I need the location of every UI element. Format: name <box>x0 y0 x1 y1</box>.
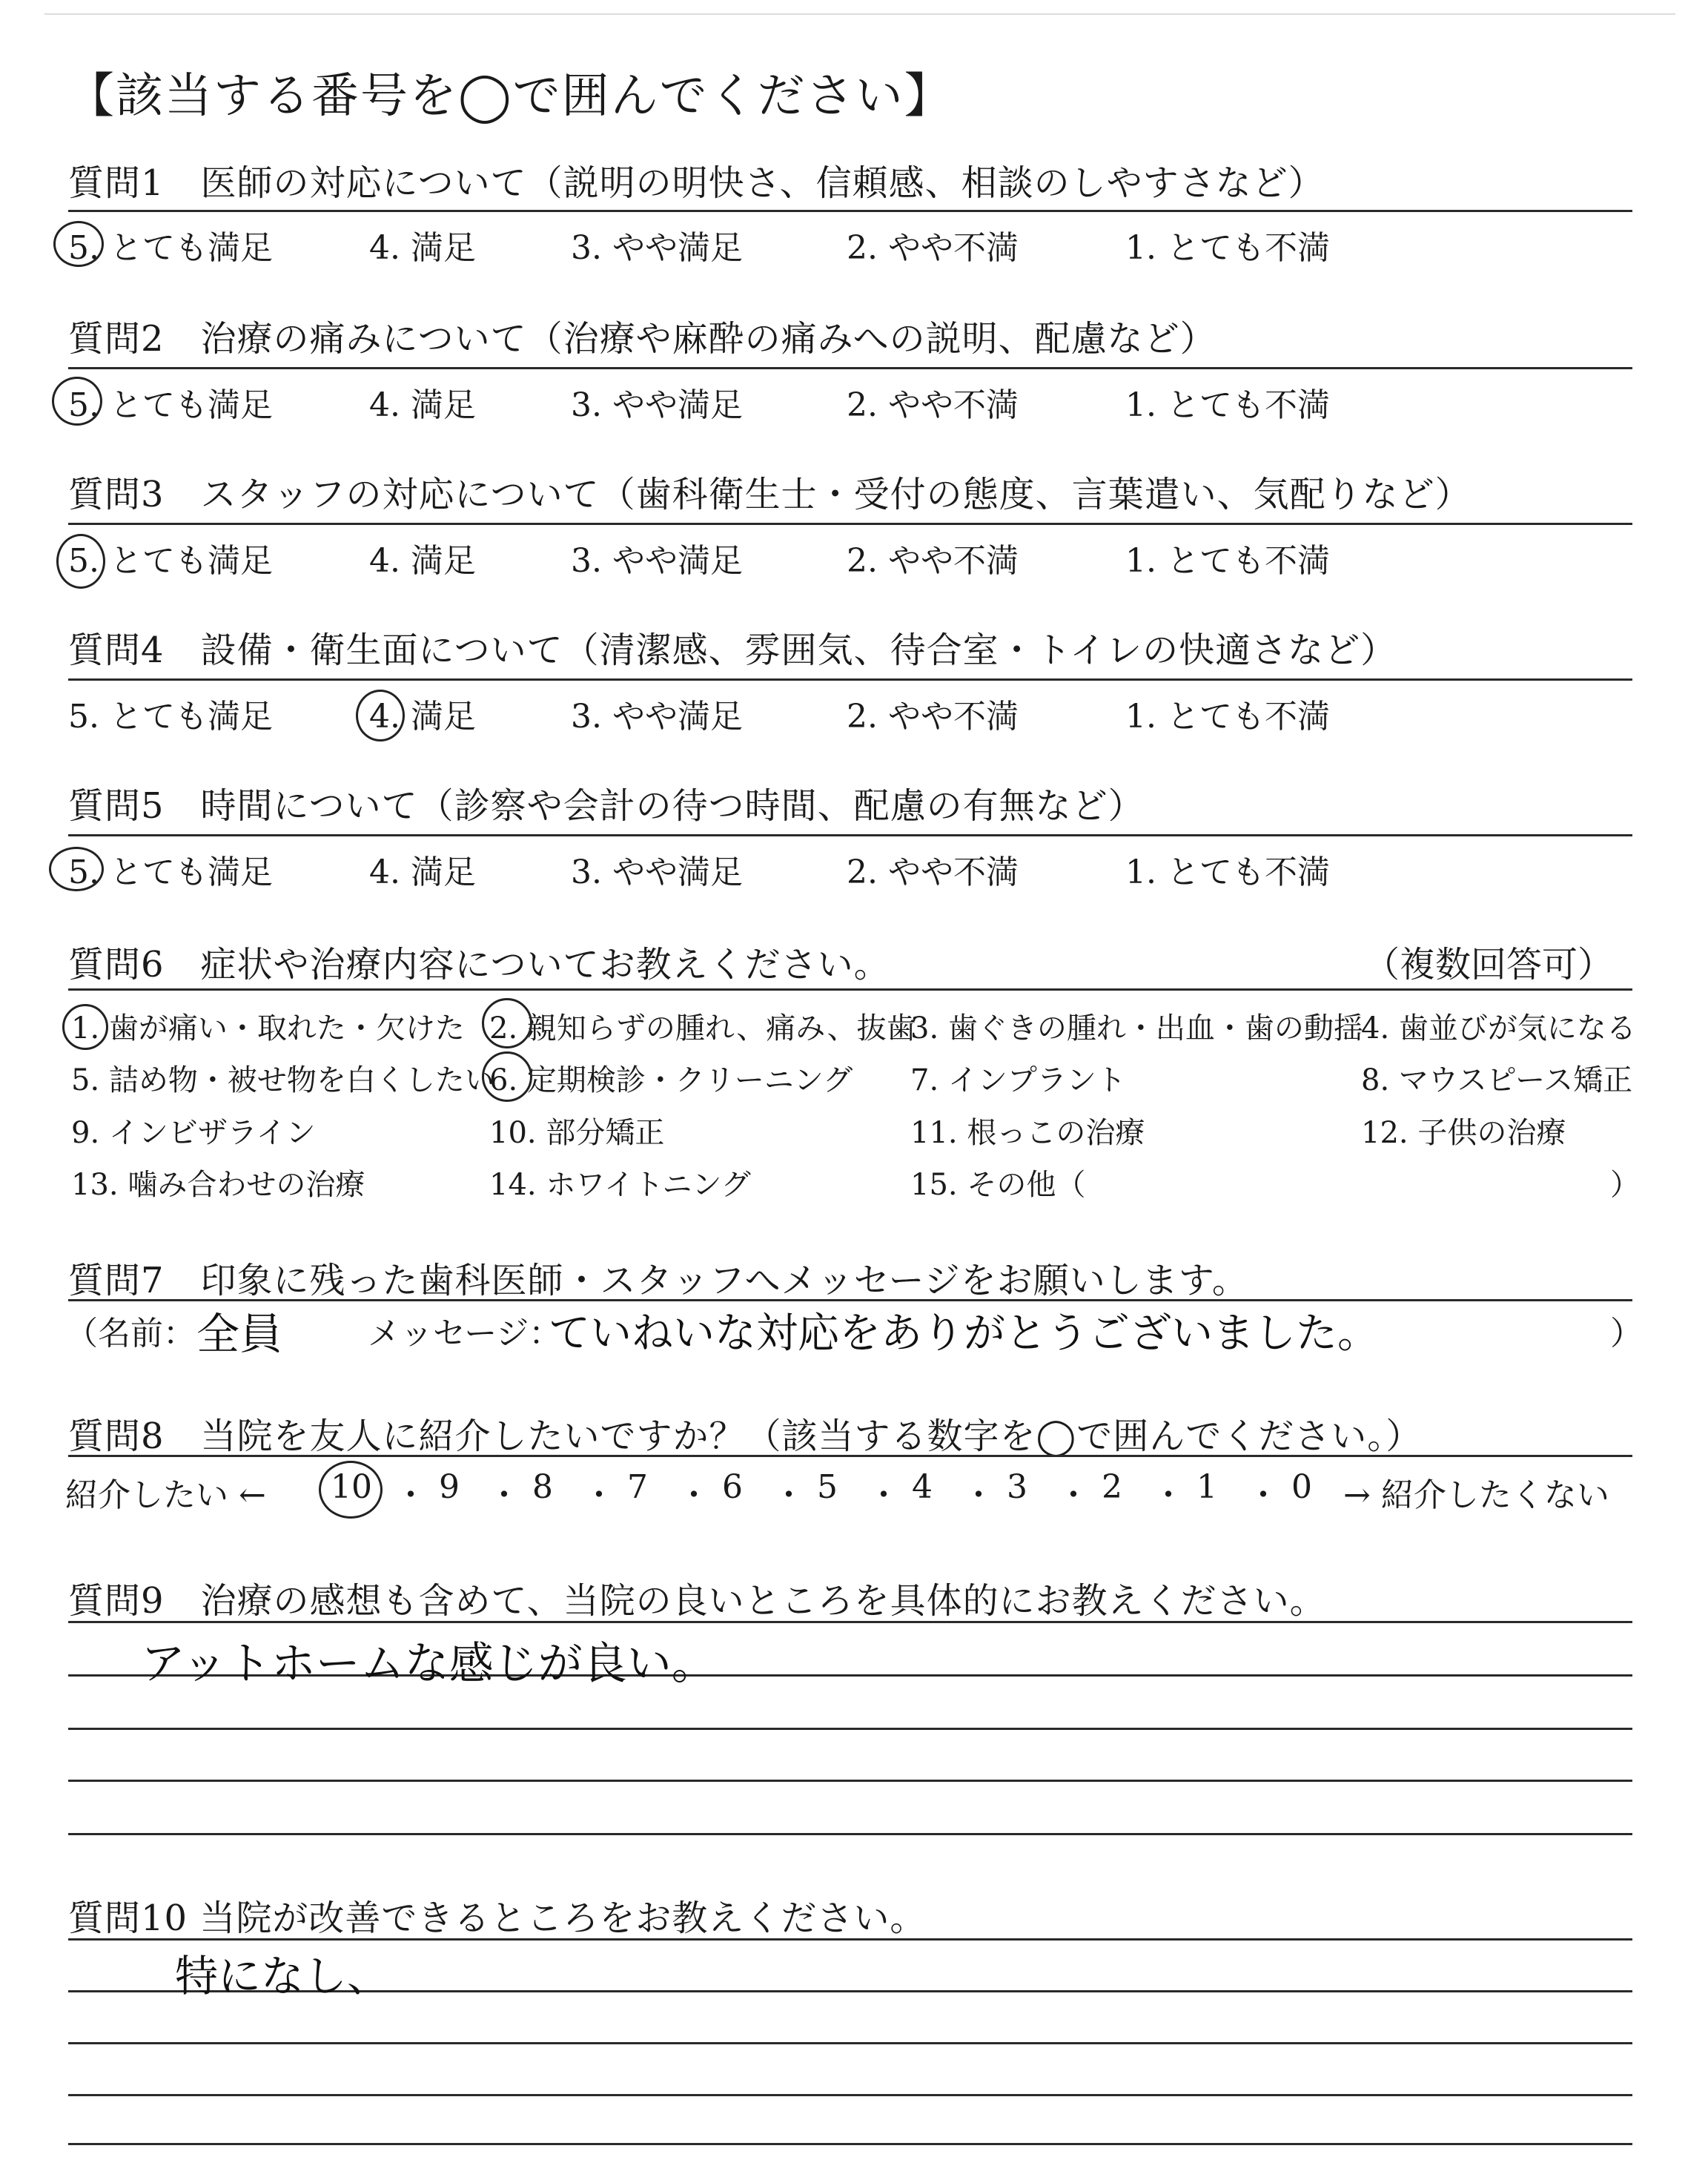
q2-option-4[interactable]: 4. 満足 <box>369 386 476 424</box>
question-4-rule <box>68 678 1632 681</box>
question-3-title: 質問3 スタッフの対応について（歯科衛生士・受付の態度、言葉遣い、気配りなど） <box>68 474 1472 515</box>
q6-option-11[interactable]: 11. 根っこの治療 <box>910 1116 1145 1150</box>
q4-option-4[interactable]: 4. 満足 <box>369 698 476 736</box>
q6-multiple-answer-note: （複数回答可） <box>1364 944 1614 985</box>
q2-option-5[interactable]: 5. とても満足 <box>68 386 273 424</box>
q9-answer-line <box>68 1833 1632 1835</box>
q8-scale-5[interactable]: 5 <box>817 1468 838 1506</box>
q3-option-1[interactable]: 1. とても不満 <box>1125 542 1330 580</box>
q8-dot: ・ <box>867 1476 900 1514</box>
q7-name-label: （名前： <box>65 1315 196 1353</box>
q8-scale-7[interactable]: 7 <box>627 1468 648 1506</box>
question-6-rule <box>68 988 1632 991</box>
q8-scale-6[interactable]: 6 <box>722 1468 743 1506</box>
q7-message-handwriting[interactable]: ていねいな対応をありがとうございました。 <box>549 1309 1379 1358</box>
q7-close-paren: ） <box>1610 1315 1643 1353</box>
q10-answer-line <box>68 1938 1632 1941</box>
q6-option-6[interactable]: 6. 定期検診・クリーニング <box>489 1063 853 1097</box>
q6-option-6-circle <box>482 1051 532 1102</box>
question-2-rule <box>68 367 1632 369</box>
q7-message-label: メッセージ： <box>368 1315 562 1353</box>
q4-option-2[interactable]: 2. やや不満 <box>847 698 1019 736</box>
instruction-header: 【該当する番号を◯で囲んでください】 <box>67 69 953 124</box>
question-1-title: 質問1 医師の対応について（説明の明快さ、信頼感、相談のしやすさなど） <box>68 162 1325 204</box>
q3-option-2[interactable]: 2. やや不満 <box>847 542 1019 580</box>
q8-dot: ・ <box>1152 1476 1185 1514</box>
q8-scale-1[interactable]: 1 <box>1196 1468 1217 1506</box>
q8-dot: ・ <box>772 1476 805 1514</box>
q8-scale-2[interactable]: 2 <box>1102 1468 1122 1506</box>
q6-option-10[interactable]: 10. 部分矯正 <box>489 1116 665 1150</box>
question-4-title: 質問4 設備・衛生面について（清潔感、雰囲気、待合室・トイレの快適さなど） <box>68 630 1397 671</box>
q8-dot: ・ <box>488 1476 520 1514</box>
q2-option-2[interactable]: 2. やや不満 <box>847 386 1019 424</box>
q5-selection-circle <box>49 847 104 891</box>
q10-answer-handwriting[interactable]: 特になし、 <box>175 1951 391 2001</box>
q5-option-1[interactable]: 1. とても不満 <box>1125 853 1330 891</box>
question-6-title: 質問6 症状や治療内容についてお教えください。 <box>68 944 890 985</box>
q10-answer-line <box>68 2143 1632 2145</box>
q6-option-14[interactable]: 14. ホワイトニング <box>489 1168 751 1202</box>
q8-dot: ・ <box>394 1476 427 1514</box>
question-8-title: 質問8 当院を友人に紹介したいですか？（該当する数字を◯で囲んでください。） <box>68 1416 1423 1457</box>
q6-option-13[interactable]: 13. 噛み合わせの治療 <box>71 1168 365 1202</box>
q8-dot: ・ <box>678 1476 710 1514</box>
q8-dot: ・ <box>962 1476 995 1514</box>
q6-option-8[interactable]: 8. マウスピース矯正 <box>1361 1063 1633 1097</box>
q1-option-3[interactable]: 3. やや満足 <box>571 229 743 267</box>
question-5-title: 質問5 時間について（診察や会計の待つ時間、配慮の有無など） <box>68 785 1145 827</box>
question-10-title: 質問10 当院が改善できるところをお教えください。 <box>68 1898 927 1939</box>
q4-option-3[interactable]: 3. やや満足 <box>571 698 743 736</box>
q8-scale-0[interactable]: 0 <box>1291 1468 1312 1506</box>
question-5-rule <box>68 834 1632 836</box>
q6-other-close-paren: ） <box>1610 1168 1640 1202</box>
q10-answer-line <box>68 2094 1632 2096</box>
q6-option-2-circle <box>482 998 532 1048</box>
q8-right-label: → 紹介したくない <box>1343 1476 1609 1514</box>
q2-option-1[interactable]: 1. とても不満 <box>1125 386 1330 424</box>
q6-option-1[interactable]: 1. 歯が痛い・取れた・欠けた <box>71 1011 465 1046</box>
q8-scale-10[interactable]: 10 <box>331 1468 372 1506</box>
q8-left-label: 紹介したい ← <box>65 1476 266 1514</box>
q6-option-7[interactable]: 7. インプラント <box>910 1063 1126 1097</box>
q2-option-3[interactable]: 3. やや満足 <box>571 386 743 424</box>
q8-dot: ・ <box>1057 1476 1090 1514</box>
q5-option-4[interactable]: 4. 満足 <box>369 853 476 891</box>
q8-selection-circle <box>319 1461 383 1519</box>
q8-dot: ・ <box>583 1476 615 1514</box>
q3-option-4[interactable]: 4. 満足 <box>369 542 476 580</box>
q5-option-5[interactable]: 5. とても満足 <box>68 853 273 891</box>
q1-selection-circle <box>53 221 104 267</box>
q9-answer-handwriting[interactable]: アットホームな感じが良い。 <box>141 1638 716 1690</box>
q5-option-2[interactable]: 2. やや不満 <box>847 853 1019 891</box>
q6-option-1-circle <box>62 1004 108 1050</box>
q5-option-3[interactable]: 3. やや満足 <box>571 853 743 891</box>
q4-option-5[interactable]: 5. とても満足 <box>68 698 273 736</box>
q1-option-1[interactable]: 1. とても不満 <box>1125 229 1330 267</box>
q4-option-1[interactable]: 1. とても不満 <box>1125 698 1330 736</box>
q6-option-5[interactable]: 5. 詰め物・被せ物を白くしたい <box>71 1063 494 1097</box>
question-2-title: 質問2 治療の痛みについて（治療や麻酔の痛みへの説明、配慮など） <box>68 318 1217 360</box>
q8-scale-4[interactable]: 4 <box>912 1468 933 1506</box>
q2-selection-circle <box>52 377 102 426</box>
q9-answer-line <box>68 1728 1632 1730</box>
q6-option-3[interactable]: 3. 歯ぐきの腫れ・出血・歯の動揺 <box>910 1011 1363 1046</box>
question-7-title: 質問7 印象に残った歯科医師・スタッフへメッセージをお願いします。 <box>68 1260 1248 1301</box>
q9-answer-line <box>68 1780 1632 1782</box>
q8-dot: ・ <box>1247 1476 1280 1514</box>
q4-selection-circle <box>356 690 405 742</box>
q6-option-2[interactable]: 2. 親知らずの腫れ、痛み、抜歯 <box>489 1011 916 1046</box>
q6-option-15[interactable]: 15. その他（ <box>910 1168 1086 1202</box>
q6-option-12[interactable]: 12. 子供の治療 <box>1361 1116 1566 1150</box>
question-8-rule <box>68 1455 1632 1457</box>
q3-option-3[interactable]: 3. やや満足 <box>571 542 743 580</box>
q8-scale-8[interactable]: 8 <box>532 1468 553 1506</box>
q3-option-5[interactable]: 5. とても満足 <box>68 542 273 580</box>
question-9-title: 質問9 治療の感想も含めて、当院の良いところを具体的にお教えください。 <box>68 1580 1326 1622</box>
q9-answer-line <box>68 1621 1632 1623</box>
q7-name-handwriting[interactable]: 全員 <box>196 1309 283 1359</box>
q8-scale-3[interactable]: 3 <box>1007 1468 1027 1506</box>
q6-option-4[interactable]: 4. 歯並びが気になる <box>1361 1011 1636 1046</box>
q1-option-2[interactable]: 2. やや不満 <box>847 229 1019 267</box>
question-3-rule <box>68 523 1632 525</box>
top-border <box>44 13 1675 15</box>
q1-option-5[interactable]: 5. とても満足 <box>68 229 273 267</box>
q8-scale-9[interactable]: 9 <box>439 1468 460 1506</box>
question-1-rule <box>68 210 1632 212</box>
q10-answer-line <box>68 2042 1632 2044</box>
q1-option-4[interactable]: 4. 満足 <box>369 229 476 267</box>
q6-option-9[interactable]: 9. インビザライン <box>71 1116 316 1150</box>
q3-selection-circle <box>56 534 105 589</box>
